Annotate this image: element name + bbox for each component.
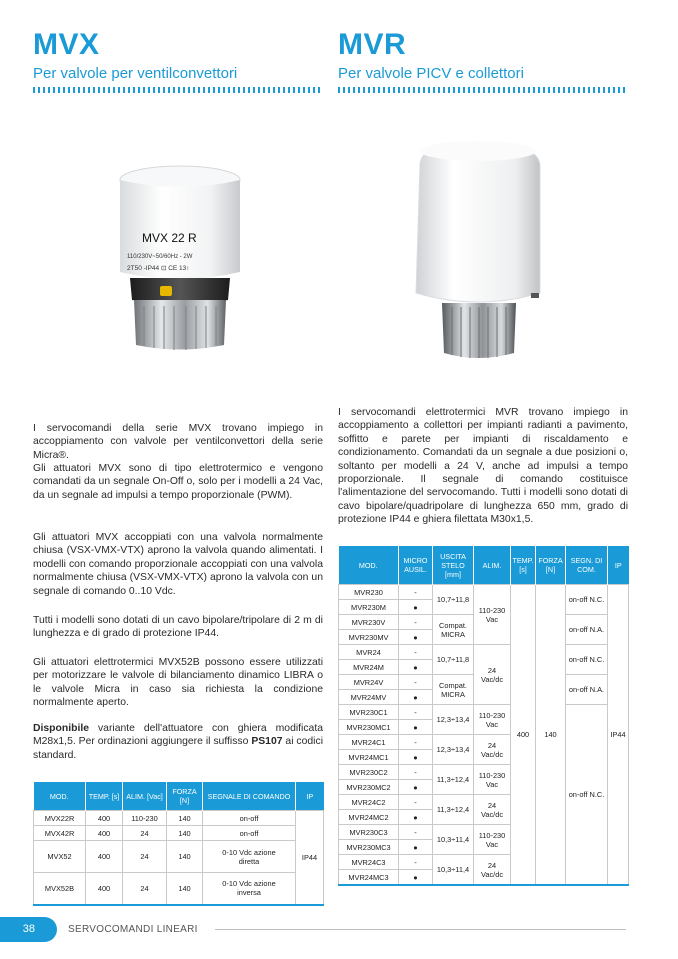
page-number: 38 [0,917,57,942]
cell-alim: 24 Vac/dc [474,645,511,705]
cell-micro: - [399,855,433,870]
cell-uscita: 11,3÷12,4 [433,765,474,795]
mvr-subtitle: Per valvole PICV e collettori [338,65,524,82]
mvr-col-forza: FORZA [N] [536,546,566,585]
cell-segnale: on-off [203,811,296,826]
cell-forza: 140 [167,873,203,905]
table-row [34,826,324,841]
cell-mod: MVX52 [34,841,86,873]
mvx-col-mod: MOD. [34,782,86,811]
cell-micro: ● [399,720,433,735]
cell-alim: 110-230 Vac [474,585,511,645]
mvr-table-header [339,546,629,585]
cell-micro: - [399,645,433,660]
cell-micro: - [399,585,433,600]
cell-alim: 24 Vac/dc [474,855,511,886]
cell-mod: MVR230MC1 [339,720,399,735]
cell-mod: MVR230 [339,585,399,600]
cell-alim: 24 Vac/dc [474,735,511,765]
cell-mod: MVR24C2 [339,795,399,810]
mvr-actuator-photo [398,135,558,385]
cell-segn: on-off N.C. [566,645,608,675]
mvx-photo-label-rating: 2T50 -IP44 ⊡ CE 13↑ [127,265,190,272]
table-row [339,645,629,660]
mvx-subtitle: Per valvole per ventilconvettori [33,65,238,82]
mvx-col-forza: FORZA [N] [167,782,203,811]
cell-uscita: Compat. MICRA [433,675,474,705]
cell-micro: - [399,705,433,720]
cell-mod: MVR230MC3 [339,840,399,855]
mvx-col-ip: IP [296,782,324,811]
cell-temp: 400 [86,811,123,826]
footer-section: SERVOCOMANDI LINEARI [68,924,198,935]
mvr-description: I servocomandi elettrotermici MVR trovano impiego in accoppiamento a collettori per impianti radianti a pavimento, soffitto e parete per impianti di riscaldamento e condizionamento. Comandati da un segnale a due posizioni o, soltanto per modelli a 24 V, anche ad impulsi a tempo proporzionale. Il segnale di comando costituisce l'alimentazione del servocomando. Tutti i modelli sono dotati di cavo bipolare/quadripolare di lunghezza 650 mm, grado di protezione IP44 e ghiera filettata M30x1,5. [338,407,628,526]
cell-micro: ● [399,810,433,825]
cell-mod: MVR230MV [339,630,399,645]
cell-segn: on-off N.C. [566,585,608,615]
cell-alim: 24 [123,826,167,841]
cell-micro: - [399,675,433,690]
cell-mod: MVR230C1 [339,705,399,720]
cell-mod: MVR230C3 [339,825,399,840]
cell-mod: MVR230MC2 [339,780,399,795]
mvx-cable: Tutti i modelli sono dotati di un cavo bipolare/tripolare di 2 m di lunghezza e di grado di protezione IP44. [33,615,323,640]
cell-temp: 400 [86,826,123,841]
cell-micro: ● [399,870,433,886]
cell-mod: MVX42R [34,826,86,841]
table-row [34,841,324,873]
cell-micro: - [399,795,433,810]
availability-suffix: PS107 [251,736,283,748]
mvx-photo-label-voltage: 110/230V~50/60Hz - 2W [127,254,193,260]
cell-micro: ● [399,690,433,705]
mvx-spec-table [33,782,324,906]
cell-mod: MVR230M [339,600,399,615]
cell-alim: 110-230 Vac [474,705,511,735]
cell-segnale: on-off [203,826,296,841]
cell-segnale: 0-10 Vdc azione diretta [203,841,296,873]
cell-micro: ● [399,600,433,615]
availability-bold: Disponibile [33,723,89,734]
cell-ip: IP44 [296,811,324,905]
cell-uscita: 10,7÷11,8 [433,585,474,615]
table-row [339,585,629,600]
mvx-col-temp: TEMP. [s] [86,782,123,811]
cell-segnale: 0-10 Vdc azione inversa [203,873,296,905]
cell-forza: 140 [167,841,203,873]
cell-mod: MVX22R [34,811,86,826]
cell-mod: MVR230V [339,615,399,630]
mvr-col-ip: IP [608,546,629,585]
mvr-col-uscita: USCITA STELO [mm] [433,546,474,585]
cell-forza: 140 [536,585,566,886]
mvr-col-segn: SEGN. DI COM. [566,546,608,585]
cell-alim: 110-230 Vac [474,765,511,795]
mvx-col-segnale: SEGNALE DI COMANDO [203,782,296,811]
cell-segn: on-off N.A. [566,615,608,645]
cell-micro: ● [399,750,433,765]
cell-mod: MVR24C3 [339,855,399,870]
mvx-photo-label-model: MVX 22 R [142,231,197,245]
mvr-table-body [339,585,629,886]
mvx-table-header [34,782,324,811]
cell-temp: 400 [86,841,123,873]
footer-divider [215,929,626,930]
mvx-type: Gli attuatori MVX sono di tipo elettrotermico e vengono comandati da un segnale On-Off o, solo per i modelli a 24 Vac, da un segnale ad impulsi a tempo proporzionale (PWM). [33,463,323,501]
table-row [34,873,324,905]
cell-alim: 24 [123,841,167,873]
cell-uscita: 12,3÷13,4 [433,705,474,735]
table-row [339,705,629,720]
mvr-col-mod: MOD. [339,546,399,585]
cell-mod: MVR24 [339,645,399,660]
mvx-intro: I servocomandi della serie MVX trovano impiego in accoppiamento con valvole per ventilconvettori della serie Micra®. [33,423,323,461]
mvr-spec-table [338,546,629,886]
cell-mod: MVR24MC3 [339,870,399,886]
cell-micro: ● [399,780,433,795]
cell-uscita: 10,7÷11,8 [433,645,474,675]
cell-micro: ● [399,660,433,675]
cell-micro: ● [399,840,433,855]
cell-alim: 110-230 [123,811,167,826]
mvx-actuator-photo [100,160,260,365]
cell-temp: 400 [86,873,123,905]
cell-uscita: 10,3÷11,4 [433,825,474,855]
cell-micro: - [399,615,433,630]
cell-micro: - [399,735,433,750]
mvx-mvx52b: Gli attuatori elettrotermici MVX52B possono essere utilizzati per motorizzare le valvole di bilanciamento dinamico LIBRA o le valvole Micra in caso sia richiesta la condizione normalmente aperto. [33,657,323,709]
cell-uscita: 11,3÷12,4 [433,795,474,825]
cell-mod: MVR24M [339,660,399,675]
mvx-normally-closed: Gli attuatori MVX accoppiati con una valvola normalmente chiusa (VSX-VMX-VTX) aprono la valvola quando alimentati. I modelli con comando proporzionale accoppiati con una valvola normalmente chiusa (VSX-VMX-VTX) aprono la valvola con un segnale di comando 0..10 Vdc. [33,532,323,597]
cell-ip: IP44 [608,585,629,886]
cell-mod: MVR24MV [339,690,399,705]
mvx-title: MVX [33,28,100,61]
cell-mod: MVR24MC2 [339,810,399,825]
mvx-col-alim: ALIM. [Vac] [123,782,167,811]
cell-segn: on-off N.A. [566,675,608,705]
cell-mod: MVR24V [339,675,399,690]
availability-text-end: ai codici standard. [33,736,323,761]
mvr-divider [338,87,628,93]
table-row [34,811,324,826]
cell-micro: ● [399,630,433,645]
mvr-col-temp: TEMP. [s] [511,546,536,585]
availability-text: variante dell'attuatore con ghiera modificata M28x1,5. Per ordinazioni aggiungere il suffisso [33,723,323,748]
cell-forza: 140 [167,826,203,841]
mvx-availability [33,722,323,762]
cell-alim: 110-230 Vac [474,825,511,855]
cell-uscita: 12,3÷13,4 [433,735,474,765]
cell-uscita: 10,3÷11,4 [433,855,474,886]
cell-mod: MVR230C2 [339,765,399,780]
cell-micro: - [399,825,433,840]
mvr-col-micro: MICRO AUSIL. [399,546,433,585]
cell-mod: MVR24C1 [339,735,399,750]
cell-alim: 24 [123,873,167,905]
mvr-title: MVR [338,28,407,61]
cell-micro: - [399,765,433,780]
cell-forza: 140 [167,811,203,826]
mvx-divider [33,87,323,93]
cell-segn: on-off N.C. [566,705,608,886]
cell-mod: MVX52B [34,873,86,905]
cell-uscita: Compat. MICRA [433,615,474,645]
cell-alim: 24 Vac/dc [474,795,511,825]
mvr-col-alim: ALIM. [474,546,511,585]
cell-mod: MVR24MC1 [339,750,399,765]
cell-temp: 400 [511,585,536,886]
